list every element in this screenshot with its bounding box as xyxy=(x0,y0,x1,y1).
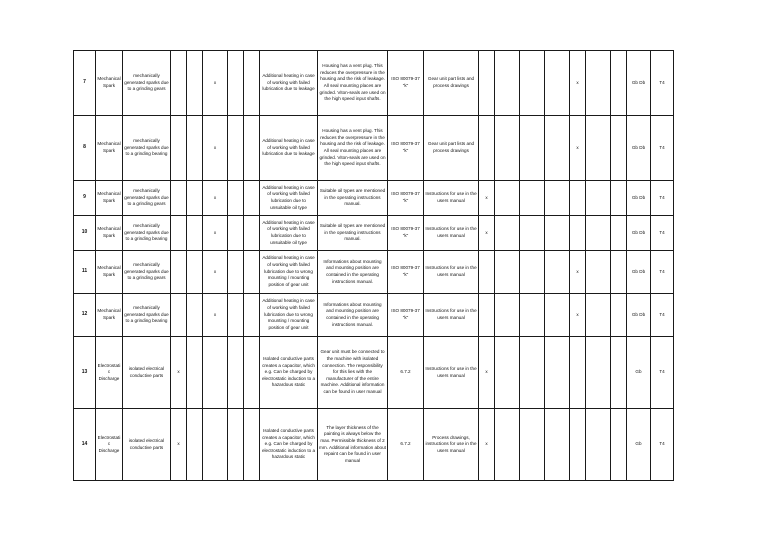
check-cell-2 xyxy=(570,181,586,216)
empty-cell xyxy=(545,216,570,251)
reference-cell: 6.7.2 xyxy=(388,337,424,409)
empty-cell xyxy=(495,251,520,294)
row-number: 7 xyxy=(74,51,96,116)
empty-cell xyxy=(520,409,545,481)
reference-cell: ISO 80079-37 "k" xyxy=(388,181,424,216)
mark-cell-b: x xyxy=(203,216,228,251)
documentation-cell: Gear unit part lists and process drawings xyxy=(424,51,479,116)
temperature-class-cell: T4 xyxy=(651,294,674,337)
row-number: 12 xyxy=(74,294,96,337)
empty-cell xyxy=(228,216,244,251)
mark-cell-b xyxy=(203,337,228,409)
ignition-source-cell: Electrostatic Discharge xyxy=(96,409,123,481)
mark-cell-b: x xyxy=(203,181,228,216)
ignition-source-cell: Mechanical Spark xyxy=(96,51,123,116)
empty-cell xyxy=(611,51,627,116)
cause-cell: mechanically generated sparks due to a grinding gears xyxy=(123,181,171,216)
check-cell-1 xyxy=(479,251,495,294)
ignition-source-cell: Mechanical Spark xyxy=(96,216,123,251)
empty-cell xyxy=(187,337,203,409)
documentation-cell: Process drawings, instructions for use in the users manual xyxy=(424,409,479,481)
row-number: 11 xyxy=(74,251,96,294)
documentation-cell: Instructions for use in the users manual xyxy=(424,216,479,251)
ignition-source-cell: Mechanical Spark xyxy=(96,181,123,216)
empty-cell xyxy=(545,181,570,216)
empty-cell xyxy=(228,337,244,409)
empty-cell xyxy=(495,216,520,251)
mark-cell-a xyxy=(171,51,187,116)
mark-cell-a xyxy=(171,181,187,216)
measure-cell: Suitable oil types are mentioned in the operating instructions manual. xyxy=(318,216,388,251)
measure-cell: Suitable oil types are mentioned in the operating instructions manual. xyxy=(318,181,388,216)
documentation-cell: Gear unit part lists and process drawings xyxy=(424,116,479,181)
empty-cell xyxy=(244,216,260,251)
risk-assessment-table xyxy=(73,50,674,481)
empty-cell xyxy=(495,51,520,116)
cause-cell: mechanically generated sparks due to a grinding bearing xyxy=(123,294,171,337)
empty-cell xyxy=(586,251,611,294)
empty-cell xyxy=(495,409,520,481)
category-cell: Gb Db xyxy=(627,116,651,181)
empty-cell xyxy=(611,216,627,251)
mark-cell-a xyxy=(171,116,187,181)
measure-cell: Housing has a vent plug. This reduces the overpressure in the housing and the risk of leakage. All seal mounting places are grinded. Viton-seals are used on the high speed input shafts. xyxy=(318,116,388,181)
mark-cell-b: x xyxy=(203,251,228,294)
empty-cell xyxy=(187,51,203,116)
mark-cell-a: x xyxy=(171,337,187,409)
reference-cell: ISO 80079-37 "k" xyxy=(388,251,424,294)
mark-cell-a: x xyxy=(171,409,187,481)
table-row xyxy=(74,181,674,216)
table-row xyxy=(74,251,674,294)
empty-cell xyxy=(228,51,244,116)
cause-cell: mechanically generated sparks due to a grinding bearing xyxy=(123,116,171,181)
table-row xyxy=(74,337,674,409)
mark-cell-b: x xyxy=(203,116,228,181)
row-number: 10 xyxy=(74,216,96,251)
measure-cell: Housing has a vent plug. This reduces the overpressure in the housing and the risk of leakage. All seal mounting places are grinded. Viton-seals are used on the high speed input shafts. xyxy=(318,51,388,116)
empty-cell xyxy=(520,337,545,409)
empty-cell xyxy=(228,251,244,294)
check-cell-1: x xyxy=(479,337,495,409)
row-number: 14 xyxy=(74,409,96,481)
empty-cell xyxy=(586,216,611,251)
empty-cell xyxy=(586,337,611,409)
ignition-source-cell: Mechanical Spark xyxy=(96,251,123,294)
check-cell-1 xyxy=(479,51,495,116)
empty-cell xyxy=(545,116,570,181)
effect-cell: Additional heating in case of working with failed lubrication due to unsuitable oil type xyxy=(260,216,318,251)
empty-cell xyxy=(495,337,520,409)
documentation-cell: Instructions for use in the users manual xyxy=(424,337,479,409)
empty-cell xyxy=(495,294,520,337)
empty-cell xyxy=(545,409,570,481)
measure-cell: Gear unit must be connected to the machine with isolated connection. The responsibility for this lies with the manufacturer of the entire machine. Additional information can be found in user manual xyxy=(318,337,388,409)
empty-cell xyxy=(187,181,203,216)
documentation-cell: Instructions for use in the users manual xyxy=(424,251,479,294)
reference-cell: ISO 80079-37 "k" xyxy=(388,51,424,116)
cause-cell: isolated electrical conductive parts xyxy=(123,337,171,409)
empty-cell xyxy=(611,116,627,181)
check-cell-2: x xyxy=(570,116,586,181)
temperature-class-cell: T4 xyxy=(651,51,674,116)
table-row xyxy=(74,51,674,116)
empty-cell xyxy=(244,116,260,181)
ignition-source-cell: Electrostatic Discharge xyxy=(96,337,123,409)
cause-cell: mechanically generated sparks due to a grinding bearing xyxy=(123,216,171,251)
category-cell: Gb xyxy=(627,337,651,409)
empty-cell xyxy=(611,251,627,294)
table-row xyxy=(74,116,674,181)
mark-cell-a xyxy=(171,294,187,337)
check-cell-2 xyxy=(570,216,586,251)
empty-cell xyxy=(244,181,260,216)
empty-cell xyxy=(244,51,260,116)
empty-cell xyxy=(520,181,545,216)
effect-cell: Additional heating in case of working with failed lubrication due to leakage xyxy=(260,51,318,116)
check-cell-1 xyxy=(479,294,495,337)
mark-cell-b: x xyxy=(203,51,228,116)
empty-cell xyxy=(244,251,260,294)
empty-cell xyxy=(187,409,203,481)
check-cell-2: x xyxy=(570,51,586,116)
empty-cell xyxy=(228,116,244,181)
effect-cell: Additional heating in case of working with failed lubrication due to wrong mounting / mounting position of gear unit xyxy=(260,251,318,294)
check-cell-2 xyxy=(570,337,586,409)
reference-cell: ISO 80079-37 "k" xyxy=(388,294,424,337)
reference-cell: 6.7.2 xyxy=(388,409,424,481)
reference-cell: ISO 80079-37 "k" xyxy=(388,116,424,181)
empty-cell xyxy=(586,116,611,181)
documentation-cell: Instructions for use in the users manual xyxy=(424,181,479,216)
empty-cell xyxy=(495,116,520,181)
mark-cell-b: x xyxy=(203,294,228,337)
table-row xyxy=(74,216,674,251)
category-cell: Gb Db xyxy=(627,216,651,251)
empty-cell xyxy=(495,181,520,216)
category-cell: Gb Db xyxy=(627,294,651,337)
empty-cell xyxy=(545,294,570,337)
empty-cell xyxy=(520,51,545,116)
effect-cell: Isolated conductive parts creates a capacitor, which e.g. Can be charged by electrostatic induction to a hazardous static xyxy=(260,337,318,409)
empty-cell xyxy=(520,216,545,251)
temperature-class-cell: T4 xyxy=(651,251,674,294)
effect-cell: Additional heating in case of working with failed lubrication due to leakage xyxy=(260,116,318,181)
temperature-class-cell: T4 xyxy=(651,409,674,481)
category-cell: Gb Db xyxy=(627,181,651,216)
check-cell-2: x xyxy=(570,251,586,294)
reference-cell: ISO 80079-37 "k" xyxy=(388,216,424,251)
ignition-source-cell: Mechanical Spark xyxy=(96,294,123,337)
check-cell-2 xyxy=(570,409,586,481)
check-cell-1: x xyxy=(479,409,495,481)
empty-cell xyxy=(611,337,627,409)
effect-cell: Additional heating in case of working with failed lubrication due to wrong mounting / mounting position of gear unit xyxy=(260,294,318,337)
row-number: 13 xyxy=(74,337,96,409)
empty-cell xyxy=(228,409,244,481)
temperature-class-cell: T4 xyxy=(651,337,674,409)
empty-cell xyxy=(545,51,570,116)
measure-cell: The layer thickness of the painting is always below the max. Permissible thickness of 2 mm. Additional information about repaint can be found in user manual xyxy=(318,409,388,481)
check-cell-1: x xyxy=(479,216,495,251)
empty-cell xyxy=(187,116,203,181)
mark-cell-a xyxy=(171,216,187,251)
empty-cell xyxy=(586,409,611,481)
effect-cell: Additional heating in case of working with failed lubrication due to unsuitable oil type xyxy=(260,181,318,216)
empty-cell xyxy=(187,294,203,337)
category-cell: Gb Db xyxy=(627,51,651,116)
empty-cell xyxy=(545,337,570,409)
empty-cell xyxy=(187,216,203,251)
empty-cell xyxy=(586,51,611,116)
cause-cell: mechanically generated sparks due to a grinding gears xyxy=(123,251,171,294)
check-cell-1 xyxy=(479,116,495,181)
table-row xyxy=(74,409,674,481)
row-number: 9 xyxy=(74,181,96,216)
empty-cell xyxy=(611,409,627,481)
check-cell-1: x xyxy=(479,181,495,216)
cause-cell: mechanically generated sparks due to a grinding gears xyxy=(123,51,171,116)
ignition-source-cell: Mechanical Spark xyxy=(96,116,123,181)
table-row xyxy=(74,294,674,337)
mark-cell-a xyxy=(171,251,187,294)
empty-cell xyxy=(228,294,244,337)
empty-cell xyxy=(244,409,260,481)
category-cell: Gb xyxy=(627,409,651,481)
empty-cell xyxy=(545,251,570,294)
measure-cell: Informations about mounting and mounting position are contained in the operating instructions manual. xyxy=(318,294,388,337)
category-cell: Gb Db xyxy=(627,251,651,294)
row-number: 8 xyxy=(74,116,96,181)
empty-cell xyxy=(520,116,545,181)
mark-cell-b xyxy=(203,409,228,481)
measure-cell: Informations about mounting and mounting position are contained in the operating instructions manual. xyxy=(318,251,388,294)
empty-cell xyxy=(244,337,260,409)
empty-cell xyxy=(520,251,545,294)
empty-cell xyxy=(244,294,260,337)
empty-cell xyxy=(228,181,244,216)
temperature-class-cell: T4 xyxy=(651,181,674,216)
temperature-class-cell: T4 xyxy=(651,116,674,181)
empty-cell xyxy=(520,294,545,337)
temperature-class-cell: T4 xyxy=(651,216,674,251)
empty-cell xyxy=(611,294,627,337)
empty-cell xyxy=(586,181,611,216)
empty-cell xyxy=(611,181,627,216)
documentation-cell: Instructions for use in the users manual xyxy=(424,294,479,337)
effect-cell: Isolated conductive parts creates a capacitor, which e.g. Can be charged by electrostatic induction to a hazardous static xyxy=(260,409,318,481)
empty-cell xyxy=(187,251,203,294)
check-cell-2: x xyxy=(570,294,586,337)
empty-cell xyxy=(586,294,611,337)
cause-cell: isolated electrical conductive parts xyxy=(123,409,171,481)
